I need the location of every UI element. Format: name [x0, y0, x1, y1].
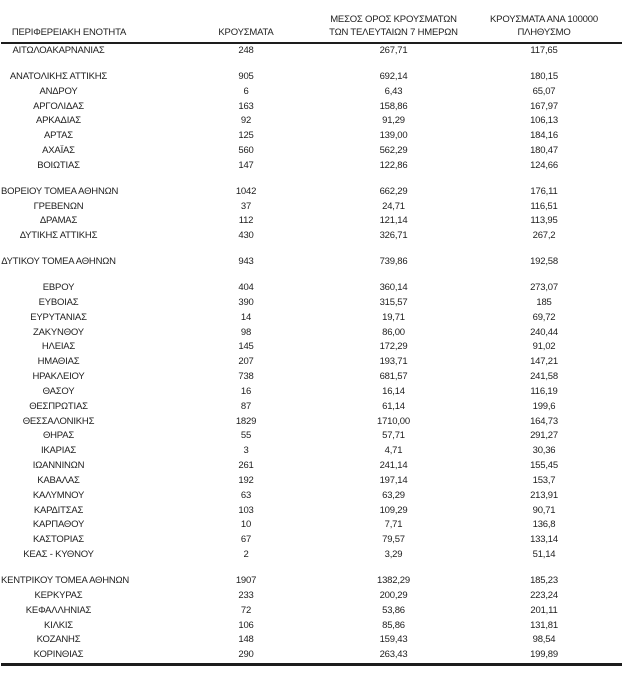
table-row	[1, 415, 622, 430]
region-cell: ΘΗΡΑΣ	[42, 430, 75, 442]
cases-cell: 233	[238, 589, 254, 601]
table-row	[1, 574, 622, 589]
spacer-cell	[1, 563, 622, 574]
per100k-cell: 147,21	[530, 356, 558, 368]
per100k-cell: 291,27	[530, 430, 558, 442]
avg7-cell: 4,71	[384, 445, 403, 457]
region-cell: ΒΟΙΩΤΙΑΣ	[37, 159, 80, 171]
region-cell: ΑΡΤΑΣ	[44, 130, 73, 142]
avg7-cell: 172,29	[379, 341, 408, 353]
region-cell: ΚΙΛΚΙΣ	[44, 619, 73, 631]
avg7-cell: 57,71	[382, 430, 405, 442]
per100k-cell: 98,54	[532, 634, 556, 646]
per100k-cell: 213,91	[530, 489, 558, 501]
col-header-per100k	[466, 12, 622, 43]
per100k-cell: 136,8	[532, 519, 556, 531]
region-cell: ΒΟΡΕΙΟΥ ΤΟΜΕΑ ΑΘΗΝΩΝ	[1, 185, 119, 197]
region-cell: ΚΟΡΙΝΘΙΑΣ	[33, 649, 84, 661]
cases-cell: 63	[240, 489, 252, 501]
report-page	[0, 12, 626, 682]
region-cell: ΑΧΑΪΑΣ	[42, 145, 75, 157]
avg7-cell: 193,71	[379, 356, 408, 368]
avg7-cell: 739,86	[379, 256, 408, 268]
cases-cell: 2	[243, 549, 249, 561]
table-row	[1, 296, 622, 311]
region-cell: ΚΑΡΔΙΤΣΑΣ	[33, 504, 84, 516]
avg7-cell: 86,00	[382, 326, 405, 338]
avg7-cell: 24,71	[382, 200, 405, 212]
per100k-cell: 90,71	[532, 504, 556, 516]
region-cell: ΖΑΚΥΝΘΟΥ	[33, 326, 84, 338]
avg7-cell: 326,71	[379, 230, 408, 242]
region-cell: ΚΑΒΑΛΑΣ	[37, 474, 80, 486]
region-cell: ΚΕΑΣ - ΚΥΘΝΟΥ	[23, 549, 94, 561]
per100k-cell: 91,02	[532, 341, 556, 353]
per100k-cell: 223,24	[530, 589, 558, 601]
table-header	[1, 12, 622, 43]
region-cell: ΘΕΣΠΡΩΤΙΑΣ	[29, 400, 88, 412]
spacer-row	[1, 174, 622, 185]
per100k-cell: 116,19	[530, 385, 558, 397]
per100k-cell: 192,58	[530, 256, 558, 268]
avg7-cell: 197,14	[379, 474, 408, 486]
table-row	[1, 400, 622, 415]
per100k-cell: 176,11	[530, 185, 558, 197]
region-cell: ΚΕΦΑΛΛΗΝΙΑΣ	[25, 604, 92, 616]
avg7-cell: 19,71	[382, 311, 405, 323]
table-row	[1, 311, 622, 326]
avg7-cell: 79,57	[382, 534, 405, 546]
avg7-cell: 692,14	[379, 70, 408, 82]
table-row	[1, 281, 622, 296]
per100k-cell: 113,95	[530, 215, 558, 227]
avg7-cell: 562,29	[379, 145, 408, 157]
cases-cell: 112	[238, 215, 254, 227]
cases-by-region-table	[1, 12, 622, 666]
per100k-cell: 155,45	[530, 460, 558, 472]
cases-cell: 3	[243, 445, 249, 457]
region-cell: ΚΕΝΤΡΙΚΟΥ ΤΟΜΕΑ ΑΘΗΝΩΝ	[1, 575, 130, 586]
table-row	[1, 43, 622, 59]
spacer-cell	[1, 59, 622, 70]
col-header-avg7-line1: ΜΕΣΟΣ ΟΡΟΣ ΚΡΟΥΣΜΑΤΩΝ	[330, 14, 457, 25]
table-row	[1, 185, 622, 200]
avg7-cell: 241,14	[379, 460, 408, 472]
cases-cell: 290	[238, 649, 254, 661]
per100k-cell: 180,15	[530, 70, 558, 82]
cases-cell: 87	[240, 400, 252, 412]
cases-cell: 147	[238, 159, 254, 171]
avg7-cell: 267,71	[379, 45, 408, 56]
region-cell: ΕΥΡΥΤΑΝΙΑΣ	[30, 311, 87, 323]
region-cell: ΚΑΣΤΟΡΙΑΣ	[33, 534, 84, 546]
cases-cell: 738	[238, 371, 254, 383]
table-row	[1, 604, 622, 619]
region-cell: ΚΑΡΠΑΘΟΥ	[32, 519, 85, 531]
per100k-cell: 201,11	[530, 604, 558, 616]
per100k-cell: 167,97	[530, 100, 558, 112]
table-row	[1, 474, 622, 489]
spacer-cell	[1, 244, 622, 255]
cases-cell: 103	[238, 504, 254, 516]
cases-cell: 261	[238, 460, 254, 472]
cases-cell: 98	[240, 326, 252, 338]
table-row	[1, 385, 622, 400]
table-row	[1, 533, 622, 548]
cases-cell: 905	[238, 70, 254, 82]
table-row	[1, 589, 622, 604]
col-header-per100k-line2: ΠΛΗΘΥΣΜΟ	[517, 26, 571, 38]
cases-cell: 6	[243, 85, 249, 97]
region-cell: ΔΥΤΙΚΟΥ ΤΟΜΕΑ ΑΘΗΝΩΝ	[1, 256, 116, 268]
avg7-cell: 139,00	[379, 130, 408, 142]
table-row	[1, 633, 622, 648]
region-cell: ΗΡΑΚΛΕΙΟΥ	[32, 371, 85, 383]
per100k-cell: 106,13	[530, 115, 558, 127]
per100k-cell: 153,7	[532, 474, 556, 486]
table-row	[1, 326, 622, 341]
per100k-cell: 133,14	[530, 534, 558, 546]
per100k-cell: 124,66	[530, 159, 558, 171]
avg7-cell: 159,43	[379, 634, 408, 646]
avg7-cell: 158,86	[379, 100, 408, 112]
per100k-cell: 199,89	[530, 649, 558, 661]
table-row	[1, 100, 622, 115]
col-header-region-label: ΠΕΡΙΦΕΡΕΙΑΚΗ ΕΝΟΤΗΤΑ	[11, 26, 127, 38]
region-cell: ΙΩΑΝΝΙΝΩΝ	[32, 460, 85, 472]
table-row	[1, 504, 622, 519]
spacer-row	[1, 270, 622, 281]
cases-cell: 106	[238, 619, 254, 631]
cases-cell: 67	[240, 534, 252, 546]
cases-cell: 207	[238, 356, 254, 368]
table-row	[1, 159, 622, 174]
table-body	[1, 43, 622, 665]
per100k-cell: 51,14	[532, 549, 556, 561]
col-header-avg7-line2: ΤΩΝ ΤΕΛΕΥΤΑΙΩΝ 7 ΗΜΕΡΩΝ	[329, 26, 458, 38]
avg7-cell: 360,14	[379, 281, 408, 293]
col-header-cases-label: ΚΡΟΥΣΜΑΤΑ	[218, 26, 274, 38]
table-row	[1, 144, 622, 159]
spacer-row	[1, 563, 622, 574]
cases-cell: 1042	[235, 185, 257, 197]
per100k-cell: 131,81	[530, 619, 558, 631]
region-cell: ΗΛΕΙΑΣ	[41, 341, 76, 353]
avg7-cell: 662,29	[379, 185, 408, 197]
avg7-cell: 85,86	[382, 619, 405, 631]
avg7-cell: 6,43	[384, 85, 403, 97]
cases-cell: 55	[240, 430, 252, 442]
region-cell: ΚΑΛΥΜΝΟΥ	[32, 489, 85, 501]
per100k-cell: 116,51	[530, 200, 558, 212]
table-row	[1, 114, 622, 129]
table-row	[1, 489, 622, 504]
cases-cell: 37	[240, 200, 252, 212]
table-row	[1, 129, 622, 144]
table-row	[1, 340, 622, 355]
avg7-cell: 61,14	[382, 400, 405, 412]
cases-cell: 390	[238, 296, 254, 308]
avg7-cell: 1710,00	[377, 415, 410, 427]
region-cell: ΓΡΕΒΕΝΩΝ	[33, 200, 84, 212]
region-cell: ΚΟΖΑΝΗΣ	[36, 634, 81, 646]
per100k-cell: 185,23	[530, 575, 558, 586]
region-cell: ΑΡΓΟΛΙΔΑΣ	[33, 100, 84, 112]
cases-cell: 163	[238, 100, 254, 112]
per100k-cell: 65,07	[532, 85, 556, 97]
avg7-cell: 681,57	[379, 371, 408, 383]
avg7-cell: 91,29	[382, 115, 405, 127]
cases-cell: 430	[238, 230, 254, 242]
per100k-cell: 199,6	[532, 400, 556, 412]
avg7-cell: 16,14	[382, 385, 405, 397]
table-row	[1, 518, 622, 533]
per100k-cell: 30,36	[532, 445, 556, 457]
avg7-cell: 263,43	[379, 649, 408, 661]
cases-cell: 148	[238, 634, 254, 646]
per100k-cell: 164,73	[530, 415, 558, 427]
avg7-cell: 1382,29	[377, 575, 410, 586]
region-cell: ΕΥΒΟΙΑΣ	[38, 296, 79, 308]
avg7-cell: 63,29	[382, 489, 405, 501]
per100k-cell: 185	[536, 296, 552, 308]
region-cell: ΚΕΡΚΥΡΑΣ	[34, 589, 83, 601]
region-cell: ΑΝΔΡΟΥ	[39, 85, 78, 97]
cases-cell: 248	[238, 45, 254, 56]
col-header-region	[1, 12, 171, 43]
avg7-cell: 200,29	[379, 589, 408, 601]
table-row	[1, 229, 622, 244]
table-row	[1, 459, 622, 474]
region-cell: ΘΕΣΣΑΛΟΝΙΚΗΣ	[22, 415, 95, 427]
region-cell: ΑΡΚΑΔΙΑΣ	[36, 115, 81, 127]
cases-cell: 92	[240, 115, 252, 127]
per100k-cell: 241,58	[530, 371, 558, 383]
table-row	[1, 370, 622, 385]
region-cell: ΙΚΑΡΙΑΣ	[40, 445, 77, 457]
spacer-row	[1, 59, 622, 70]
spacer-cell	[1, 270, 622, 281]
per100k-cell: 273,07	[530, 281, 558, 293]
avg7-cell: 53,86	[382, 604, 405, 616]
table-row	[1, 255, 622, 270]
spacer-row	[1, 244, 622, 255]
per100k-cell: 69,72	[532, 311, 556, 323]
cases-cell: 16	[240, 385, 252, 397]
header-row	[1, 12, 622, 43]
table-row	[1, 619, 622, 634]
avg7-cell: 3,29	[384, 549, 403, 561]
avg7-cell: 315,57	[379, 296, 408, 308]
cases-cell: 1907	[235, 575, 257, 586]
table-row	[1, 444, 622, 459]
region-cell: ΘΑΣΟΥ	[42, 385, 75, 397]
per100k-cell: 267,2	[532, 230, 556, 242]
cases-cell: 10	[240, 519, 252, 531]
cases-cell: 14	[240, 311, 252, 323]
avg7-cell: 122,86	[379, 159, 408, 171]
avg7-cell: 121,14	[379, 215, 408, 227]
avg7-cell: 7,71	[384, 519, 403, 531]
avg7-cell: 109,29	[379, 504, 408, 516]
col-header-cases	[171, 12, 321, 43]
table-row	[1, 648, 622, 664]
col-header-avg7	[321, 12, 466, 43]
region-cell: ΑΙΤΩΛΟΑΚΑΡΝΑΝΙΑΣ	[12, 45, 105, 56]
table-row	[1, 200, 622, 215]
region-cell: ΔΡΑΜΑΣ	[39, 215, 78, 227]
cases-cell: 404	[238, 281, 254, 293]
cases-cell: 192	[238, 474, 254, 486]
table-row	[1, 214, 622, 229]
cases-cell: 72	[240, 604, 252, 616]
per100k-cell: 180,47	[530, 145, 558, 157]
cases-cell: 1829	[235, 415, 257, 427]
table-row	[1, 355, 622, 370]
region-cell: ΑΝΑΤΟΛΙΚΗΣ ΑΤΤΙΚΗΣ	[9, 70, 108, 82]
table-row	[1, 70, 622, 85]
cases-cell: 560	[238, 145, 254, 157]
per100k-cell: 117,65	[530, 45, 558, 56]
col-header-per100k-line1: ΚΡΟΥΣΜΑΤΑ ΑΝΑ 100000	[490, 14, 598, 25]
region-cell: ΔΥΤΙΚΗΣ ΑΤΤΙΚΗΣ	[19, 230, 98, 242]
cases-cell: 145	[238, 341, 254, 353]
table-row	[1, 548, 622, 563]
spacer-cell	[1, 174, 622, 185]
per100k-cell: 184,16	[530, 130, 558, 142]
table-row	[1, 85, 622, 100]
region-cell: ΕΒΡΟΥ	[42, 281, 75, 293]
cases-cell: 125	[238, 130, 254, 142]
region-cell: ΗΜΑΘΙΑΣ	[37, 356, 80, 368]
per100k-cell: 240,44	[530, 326, 558, 338]
table-row	[1, 429, 622, 444]
cases-cell: 943	[238, 256, 254, 268]
